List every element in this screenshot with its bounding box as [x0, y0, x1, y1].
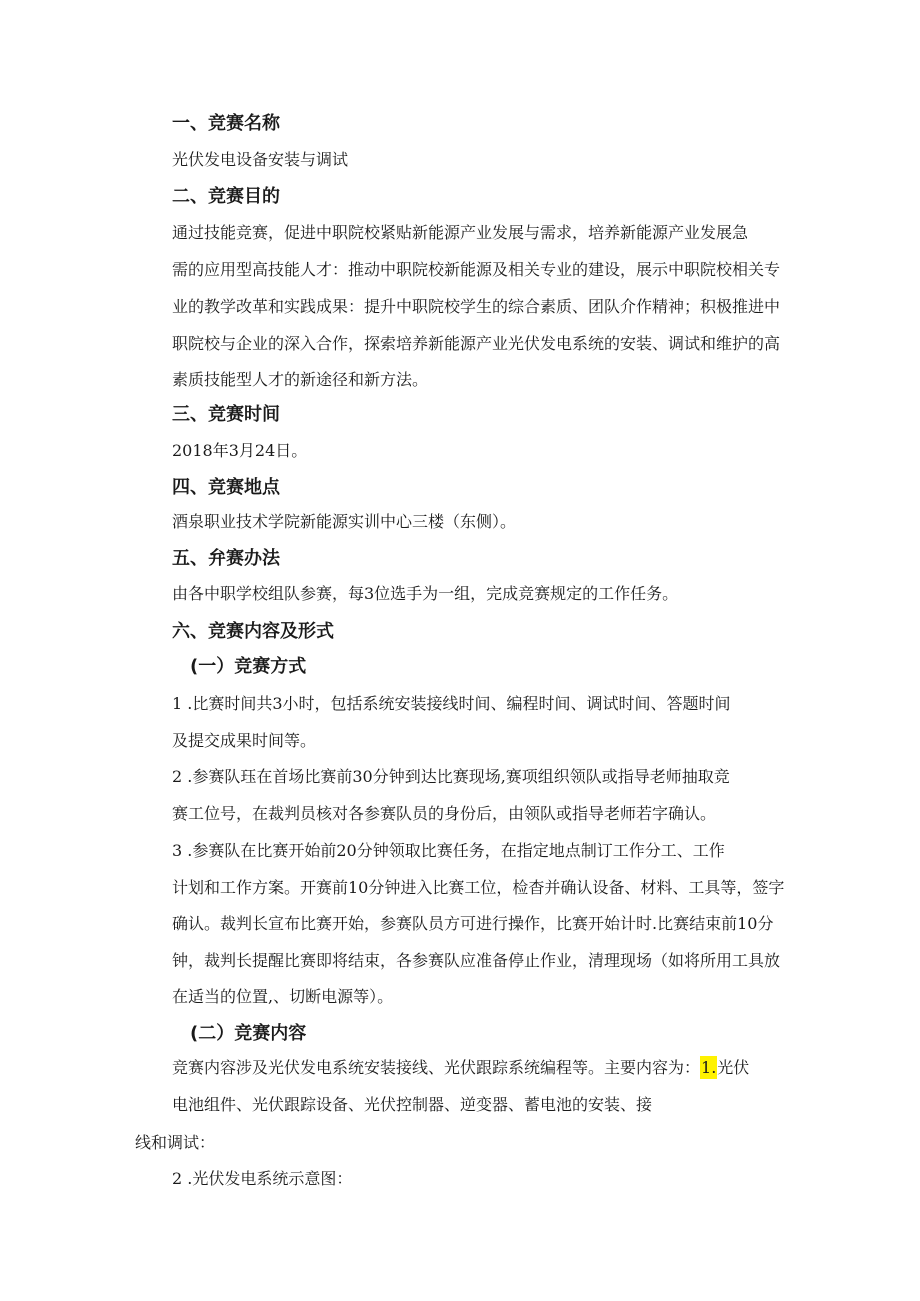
- paragraph: 光伏发电设备安装与调试: [172, 150, 349, 169]
- list-item-line: 及提交成果时间等。: [172, 731, 317, 750]
- section-heading: 三、竞赛时间: [172, 404, 280, 425]
- section-heading: 五、弁赛办法: [172, 548, 280, 569]
- list-item-line: 计划和工作方案。开赛前10分钟进入比赛工位，检杳并确认设备、材料、工具等，签字: [172, 878, 785, 897]
- paragraph: 酒泉职业技术学院新能源实训中心三楼（东侧）。: [172, 512, 517, 531]
- list-item-line: 钟，裁判长提醒比赛即将结束，各参赛队应准备停止作业，清理现场（如将所用工具放: [172, 951, 781, 970]
- subsection-heading: (一）竞赛方式: [190, 656, 307, 677]
- section-heading: 一、竞赛名称: [172, 113, 280, 134]
- paragraph-line: [172, 1057, 749, 1079]
- paragraph-text: 竞赛内容涉及光伏发电系统安装接线、光伏跟踪系统编程等。主要内容为：: [172, 1058, 701, 1077]
- list-item-line: 赛工位号，在裁判员核对各参赛队员的身份后，由领队或指导老师若字确认。: [172, 804, 717, 823]
- paragraph: 2018年3月24日。: [172, 441, 308, 460]
- list-item-line: 1 .比赛时间共3小时，包括系统安装接线时间、编程时间、调试时间、答题时间: [172, 694, 731, 713]
- paragraph-line: 通过技能竞赛，促进中职院校紧贴新能源产业发展与需求，培养新能源产业发展急: [172, 223, 749, 242]
- list-item-line: 2 .光伏发电系统示意图：: [172, 1169, 353, 1188]
- paragraph-line: 职院校与企业的深入合作，探索培养新能源产业光伏发电系统的安装、调试和维护的高: [172, 334, 781, 353]
- paragraph-line: 线和调试：: [135, 1133, 216, 1152]
- list-item-line: 3 .参赛队在比赛开始前20分钟领取比赛任务，在指定地点制订工作分工、工作: [172, 841, 725, 860]
- highlighted-number: 1.: [701, 1058, 717, 1077]
- paragraph-line: 电池组件、光伏跟踪设备、光伏控制器、逆变器、蓄电池的安装、接: [172, 1095, 653, 1114]
- list-item-line: 在适当的位置,、切断电源等）。: [172, 987, 394, 1006]
- paragraph-line: 业的教学改革和实践成果：提升中职院校学生的综合素质、团队介作精神；积极推进中: [172, 297, 781, 316]
- paragraph-text: 光伏: [717, 1058, 750, 1077]
- section-heading: 四、竞赛地点: [172, 477, 280, 498]
- subsection-heading: (二）竞赛内容: [190, 1023, 307, 1044]
- paragraph: 由各中职学校组队参赛，每3位选手为一组，完成竞赛规定的工作任务。: [172, 584, 679, 603]
- paragraph-line: 素质技能型人才的新途径和新方法。: [172, 370, 429, 389]
- section-heading: 六、竞赛内容及形式: [172, 621, 334, 642]
- list-item-line: 2 .参赛队珏在首场比赛前30分钟到达比赛现场,赛项组织领队或指导老师抽取竞: [172, 767, 730, 786]
- paragraph-line: 需的应用型高技能人才：推动中职院校新能源及相关专业的建设，展示中职院校相关专: [172, 260, 781, 279]
- list-item-line: 确认。裁判长宣布比赛开始，参赛队员方可进行操作，比赛开始计时.比赛结束前10分: [172, 914, 774, 933]
- section-heading: 二、竞赛目的: [172, 186, 280, 207]
